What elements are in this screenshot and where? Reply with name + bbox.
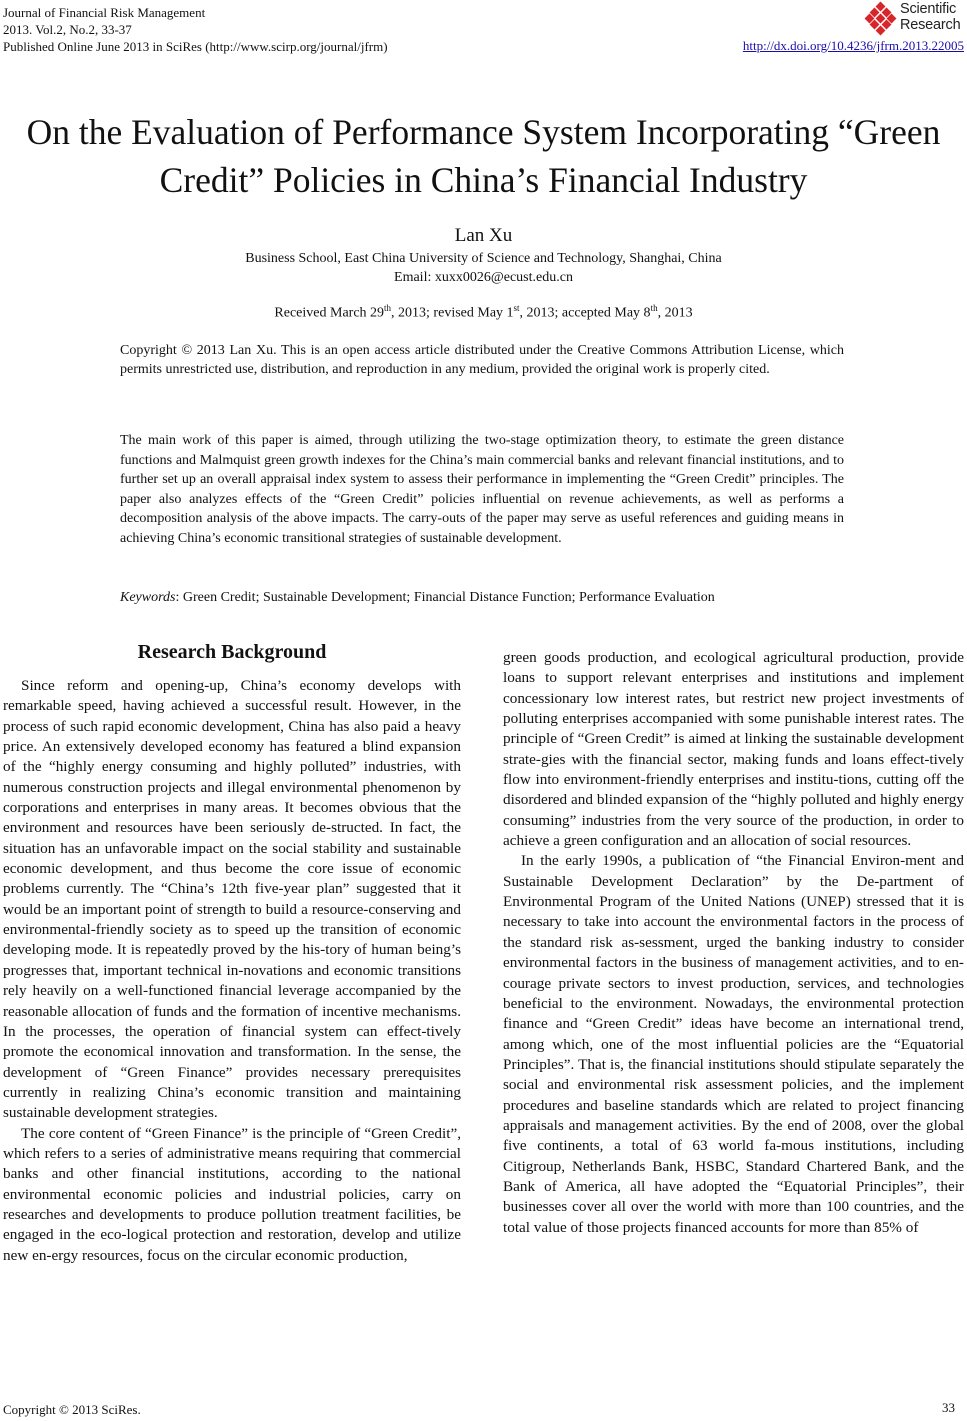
keywords-list: : Green Credit; Sustainable Development; Financial Distance Function; Performance Evaluation: [175, 590, 715, 605]
logo-diamond-icon: [866, 3, 896, 33]
keywords-label: Keywords: [120, 590, 176, 605]
paragraph: green goods production, and ecological agricultural production, provide loans to support relevant enterprises and institutions and implement concessionary low interest rates, but restrict new project investments of polluting enterprises accompanied with some punishable interest rates. The principle of “Green Credit” is aimed at linking the sustainable development strate-gies with the financial sector, making funds and loans effect-tively flow into environment-friendly enterprises and institu-tions, cutting off the disordered and blinded expansion of the “highly polluted and highly energy consuming” industries from the very source of the production, in order to achieve a green configuration and an allocation of social resources.: [503, 649, 964, 850]
right-column: [503, 648, 964, 1238]
paragraph: Since reform and opening-up, China’s economy develops with remarkable speed, having achieved a successful result. However, in the process of such rapid economic development, China has also paid a heavy price. An extensively developed economy has featured a blind expansion of the “highly energy consuming and highly polluted” industries, with numerous construction projects and illegal environmental phenomenon by corporations and enterprises in many areas. It becomes obvious that the environment and resources have been seriously de-structed. In fact, the situation has an unfavorable impact on the social stability and sustainable economic development, and thus become the core issue of economic problems currently. The “China’s 12th five-year plan” suggested that it would be an important point of strength to build a resource-conserving and environmental-friendly society as to speed up the transition of economic developing mode. It is repeatedly proved by the his-tory of human being’s progresses that, important technical in-novations and economic transitions rely heavily on a well-functioned financial leverage accompanied by the reasonable allocation of funds and the formation of incentive mechanisms. In the processes, the operation of financial system can effect-tively promote the economical innovation and transformation. In the sense, the development of “Green Finance” provides necessary prerequisites currently in realizing China’s economic transition and maintaining sustainable development strategies.: [3, 677, 461, 1122]
page-number: 33: [942, 1400, 955, 1415]
publication-info: Published Online June 2013 in SciRes (http://www.scirp.org/journal/jfrm): [3, 39, 388, 54]
author-email: Email: xuxx0026@ecust.edu.cn: [394, 270, 573, 285]
section-heading: Research Background: [137, 641, 327, 663]
logo-text: Scientific Research: [900, 1, 961, 33]
abstract: The main work of this paper is aimed, through utilizing the two-stage optimization theory, to estimate the green distance functions and Malmquist green growth indexes for the China’s main commercial banks and relevant financial institutions, and to further set up an overall appraisal index system to assess their performance in implementing the “Green Credit” principles. The paper also analyzes effects of the “Green Credit” policies influential on revenue achievements, as well as performs a decomposition analysis of the above impacts. The carry-outs of the paper may serve as useful references and guiding means in achieving China’s economic transitional strategies of sustainable development.: [120, 433, 844, 546]
paragraph: The core content of “Green Finance” is the principle of “Green Credit”, which refers to a series of administrative means requiring that commercial banks and other financial institutions, according to the national environmental economic policies and industrial policies, carry on researches and developments to produce pollution treatment facilities, be engaged in the eco-logical protection and restoration, develop and utilize new en-ergy resources, focus on the circular economic production,: [3, 1124, 461, 1264]
journal-header: [3, 4, 388, 55]
left-column: [3, 676, 461, 1266]
submission-dates: Received March 29th, 2013; revised May 1st, 2013; accepted May 8th, 2013: [274, 303, 693, 321]
footer-copyright: Copyright © 2013 SciRes.: [3, 1402, 141, 1417]
author-name: Lan Xu: [454, 225, 513, 246]
copyright-notice: Copyright © 2013 Lan Xu. This is an open access article distributed under the Creative Commons Attribution License, which permits unrestricted use, distribution, and reproduction in any medium, provided the original work is properly cited.: [120, 343, 844, 377]
keywords: [120, 590, 844, 606]
publisher-logo: [866, 0, 966, 36]
paper-title: On the Evaluation of Performance System Incorporating “Green Credit” Policies in China’s Financial Industry: [26, 112, 941, 200]
affiliation: Business School, East China University of Science and Technology, Shanghai, China: [245, 251, 722, 266]
paragraph: In the early 1990s, a publication of “the Financial Environ-ment and Sustainable Development Declaration” by the De-partment of Environmental Program of the United Nations (UNEP) stressed that it is necessary to take into account the environmental factors in the process of the standard risk as-sessment, urged the banking industry to consider environmental factors in the business of management activities, and to en-courage private sectors to invest production, services, and technologies beneficial to the environment. Nowadays, the environmental protection finance and “Green Credit” ideas have become an international trend, among which, one of the most influential policies are the “Equatorial Principles”. That is, the financial institutions should stipulate separately the social and environmental risk assessment policies, and the implement procedures and baseline standards which are related to project financing appraisals and management activities. By the end of 2008, over the global five continents, a total of 63 world fa-mous institutions, including Citigroup, Netherlands Bank, HSBC, Standard Chartered Bank, and the Bank of America, all have adopted the “Equatorial Principles”, their businesses cover all over the world with more than 100 countries, and the total value of those projects financed accounts for more than 85% of: [503, 852, 964, 1236]
journal-name: Journal of Financial Risk Management: [3, 5, 206, 20]
author-affiliation-block: [0, 249, 967, 287]
doi-link[interactable]: http://dx.doi.org/10.4236/jfrm.2013.22005: [742, 38, 964, 53]
journal-volume: 2013. Vol.2, No.2, 33-37: [3, 22, 132, 37]
